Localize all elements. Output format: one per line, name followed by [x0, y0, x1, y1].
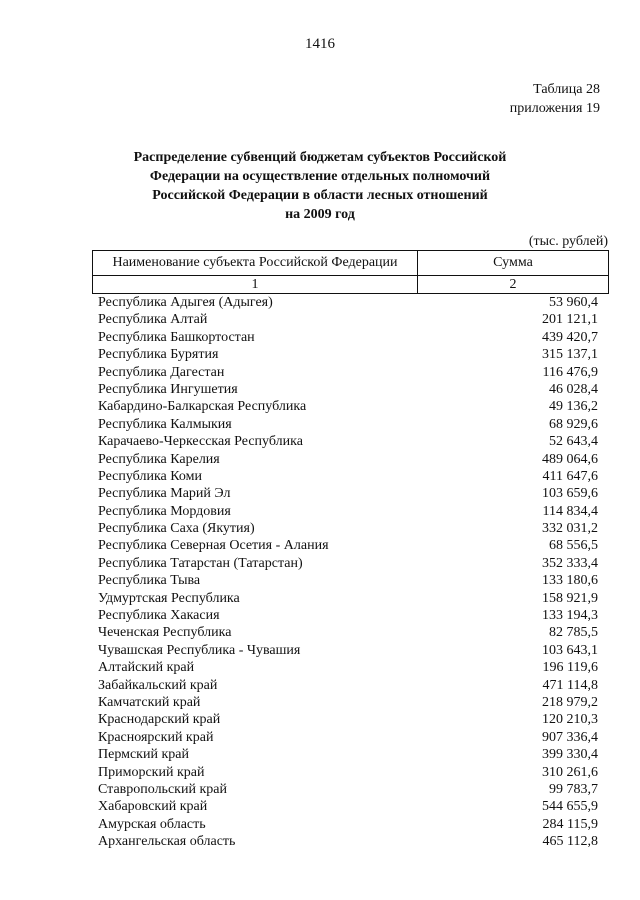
row-name: Кабардино-Балкарская Республика — [98, 399, 307, 415]
table-row — [98, 294, 598, 311]
row-name: Республика Адыгея (Адыгея) — [98, 295, 273, 310]
row-amount: 133 180,6 — [542, 573, 598, 589]
table-row — [98, 642, 598, 659]
row-amount: 196 119,6 — [542, 660, 598, 676]
header-name: Наименование субъекта Российской Федерации — [93, 251, 418, 276]
row-name: Карачаево-Черкесская Республика — [98, 434, 303, 450]
row-amount: 82 785,5 — [549, 625, 598, 641]
row-amount: 52 643,4 — [549, 434, 598, 450]
row-amount: 471 114,8 — [542, 677, 598, 693]
row-name: Архангельская область — [98, 834, 236, 850]
table-row — [98, 398, 598, 415]
table-row — [98, 711, 598, 728]
row-name: Республика Ингушетия — [98, 381, 238, 397]
table-row — [98, 468, 598, 485]
row-amount: 46 028,4 — [549, 381, 598, 397]
row-amount: 53 960,4 — [549, 295, 598, 310]
table-row — [98, 572, 598, 589]
row-name: Чеченская Республика — [98, 625, 232, 641]
document-title — [80, 148, 560, 224]
table-row — [98, 329, 598, 346]
table-row — [98, 659, 598, 676]
row-amount: 411 647,6 — [542, 468, 598, 484]
table-row — [98, 590, 598, 607]
row-amount: 310 261,6 — [542, 764, 598, 780]
row-name: Забайкальский край — [98, 677, 218, 693]
row-amount: 120 210,3 — [542, 712, 598, 728]
row-amount: 284 115,9 — [542, 816, 598, 832]
column-number-1: 1 — [93, 276, 418, 294]
table-row — [98, 607, 598, 624]
row-name: Амурская область — [98, 816, 206, 832]
row-name: Камчатский край — [98, 694, 201, 710]
row-amount: 68 556,5 — [549, 538, 598, 554]
row-name: Республика Башкортостан — [98, 329, 255, 345]
row-amount: 907 336,4 — [542, 729, 598, 745]
row-amount: 68 929,6 — [549, 416, 598, 432]
row-amount: 399 330,4 — [542, 747, 598, 763]
row-name: Республика Мордовия — [98, 503, 231, 519]
row-name: Удмуртская Республика — [98, 590, 240, 606]
row-amount: 103 659,6 — [542, 486, 598, 502]
row-name: Чувашская Республика - Чувашия — [98, 642, 301, 658]
header-amount: Сумма — [418, 251, 609, 276]
row-name: Хабаровский край — [98, 799, 208, 815]
table-row — [98, 346, 598, 363]
table-row — [98, 311, 598, 328]
column-number-2: 2 — [418, 276, 609, 294]
header-row — [93, 251, 609, 276]
row-name: Пермский край — [98, 747, 189, 763]
row-name: Республика Карелия — [98, 451, 220, 467]
row-amount: 439 420,7 — [542, 329, 598, 345]
row-amount: 218 979,2 — [542, 694, 598, 710]
table-row — [98, 416, 598, 433]
page-number: 1416 — [305, 36, 335, 52]
title-line: Российской Федерации в области лесных отношений — [152, 188, 488, 203]
table-reference — [510, 80, 600, 118]
row-amount: 133 194,3 — [542, 608, 598, 624]
table-row — [98, 364, 598, 381]
row-amount: 315 137,1 — [542, 347, 598, 363]
table-row — [98, 381, 598, 398]
table-body — [98, 294, 598, 851]
row-name: Красноярский край — [98, 729, 214, 745]
table-row — [98, 677, 598, 694]
row-name: Республика Саха (Якутия) — [98, 521, 255, 537]
row-name: Республика Бурятия — [98, 347, 219, 363]
row-name: Республика Северная Осетия - Алания — [98, 538, 329, 554]
table-row — [98, 503, 598, 520]
row-name: Республика Алтай — [98, 312, 208, 328]
row-name: Республика Калмыкия — [98, 416, 232, 432]
table-row — [98, 433, 598, 450]
row-name: Республика Хакасия — [98, 608, 220, 624]
row-name: Ставропольский край — [98, 781, 227, 797]
table-row — [98, 746, 598, 763]
table-row — [98, 694, 598, 711]
row-name: Алтайский край — [98, 660, 195, 676]
row-amount: 352 333,4 — [542, 555, 598, 571]
row-amount: 489 064,6 — [542, 451, 598, 467]
title-line: на 2009 год — [285, 207, 355, 222]
table-row — [98, 451, 598, 468]
row-name: Республика Тыва — [98, 573, 201, 589]
row-amount: 49 136,2 — [549, 399, 598, 415]
row-amount: 544 655,9 — [542, 799, 598, 815]
units-label: (тыс. рублей) — [528, 234, 608, 249]
row-amount: 465 112,8 — [542, 834, 598, 850]
table-row — [98, 764, 598, 781]
column-number-row — [93, 276, 609, 294]
table-row — [98, 833, 598, 850]
row-amount: 114 834,4 — [542, 503, 598, 519]
row-name: Краснодарский край — [98, 712, 221, 728]
title-line: Распределение субвенций бюджетам субъектов Российской — [133, 150, 507, 165]
table-row — [98, 798, 598, 815]
table-number: Таблица 28 — [533, 82, 600, 97]
row-amount: 103 643,1 — [542, 642, 598, 658]
table-row — [98, 520, 598, 537]
row-name: Республика Марий Эл — [98, 486, 231, 502]
table-row — [98, 729, 598, 746]
appendix-number: приложения 19 — [509, 101, 600, 116]
row-amount: 99 783,7 — [549, 781, 598, 797]
row-name: Республика Дагестан — [98, 364, 225, 380]
table-row — [98, 485, 598, 502]
row-amount: 332 031,2 — [542, 521, 598, 537]
row-name: Приморский край — [98, 764, 205, 780]
row-amount: 116 476,9 — [542, 364, 598, 380]
table-header — [92, 250, 609, 294]
row-name: Республика Коми — [98, 468, 202, 484]
table-row — [98, 537, 598, 554]
table-row — [98, 781, 598, 798]
table-row — [98, 816, 598, 833]
row-amount: 158 921,9 — [542, 590, 598, 606]
table-row — [98, 624, 598, 641]
table-row — [98, 555, 598, 572]
title-line: Федерации на осуществление отдельных полномочий — [149, 169, 491, 184]
row-amount: 201 121,1 — [542, 312, 598, 328]
row-name: Республика Татарстан (Татарстан) — [98, 555, 303, 571]
